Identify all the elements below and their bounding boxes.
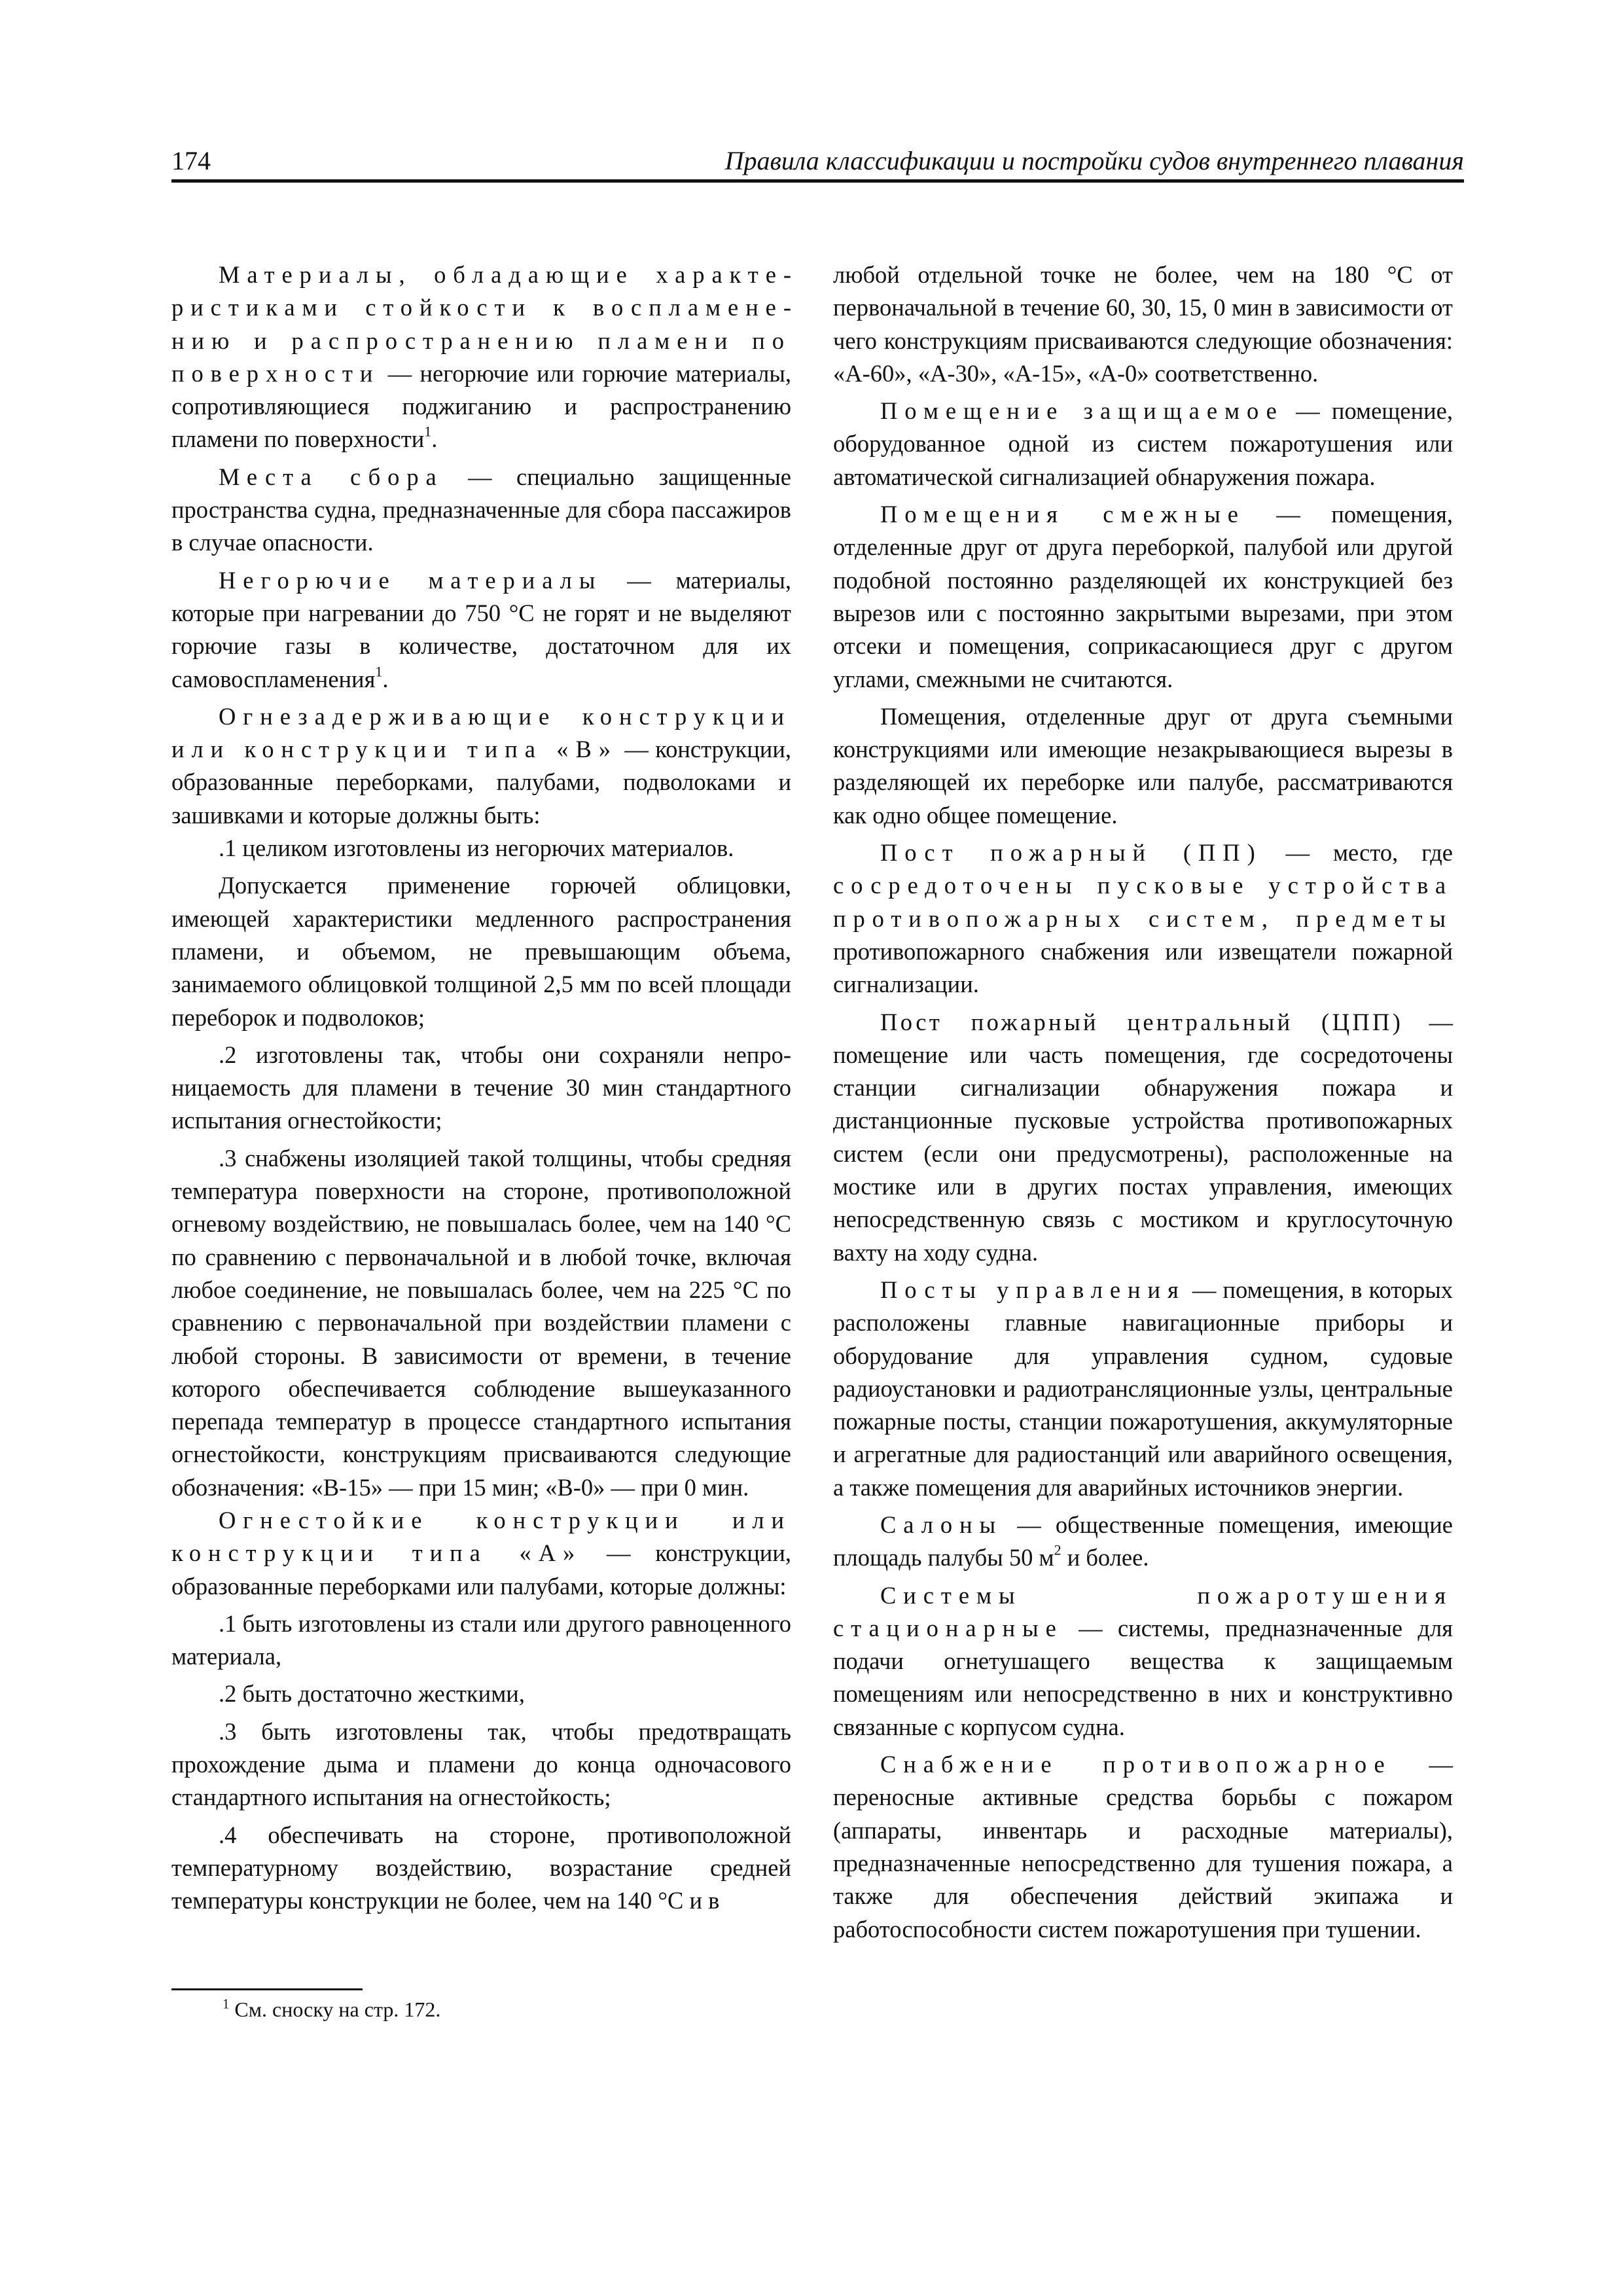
definition: — помещение или часть помещения, где сосредоточены станции сигнализации обнаружения пожара и дистанционные пусковые устройства противопожарных систем (если они предусмотрены), расположенные на мостике или в других постах управления, имеющих непосредственную связь с мостиком и круглосуточную вахту на ходу судна. xyxy=(833,1008,1454,1266)
defined-term: сосредоточены пусковые устройства противопожарных систем, предметы xyxy=(833,872,1453,932)
defined-term: Материалы, обладающие характеристиками стойкости к воспламенению и распространению пламени по поверхности xyxy=(171,261,791,387)
defined-term: Снабжение противопожарное xyxy=(880,1751,1392,1778)
paragraph: .1 быть изготовлены из стали или другого равноценного материала, xyxy=(171,1609,791,1670)
paragraph xyxy=(833,395,1453,493)
page-header xyxy=(171,145,1464,183)
defined-term: Системы пожаротушения стационарные xyxy=(833,1581,1453,1641)
paragraph: Материалы, обладающие характеристиками стойкости к воспламенению и распространению пламени по поверхности — негорючие или горючие материалы, сопротивляющиеся поджиганию и распространению пламени по поверхности$^1$. xyxy=(171,261,791,453)
paragraph: .3 снабжены изоляцией такой толщины, чтобы средняя температура поверхности на стороне, противоположной огневому воздействию, не повышалась более, чем на 140 °С по сравнению с первоначальной и в любой точке, включая любое соединение, не повышалась более, чем на 225 °С по сравнению с первоначальной при воздействии пламени с любой стороны. В зависимости от времени, в течение которого обеспечивается соблюдение вышеуказанного перепада температур в процессе стандартного испытания огнестойкости, конструкциям присваиваются следующие обозначения: «В-15» — при 15 мин; «В-0» — при 0 мин. xyxy=(171,1144,791,1501)
definition: — специально защищенные пространства судна, предназначенные для сбора пассажиров в случае опасности. xyxy=(171,463,791,556)
defined-term: Помещения смежные xyxy=(880,501,1245,528)
definition: — помещения, в которых расположены главные навигационные приборы и оборудование для управления судном, судовые радиоустановки и радиотрансляционные узлы, центральные пожарные посты, станции пожаротушения, аккумуляторные и агрегатные для радиостанций или аварийного освещения, а также помещения для аварийных источников энергии. xyxy=(833,1276,1453,1501)
definition: — системы, предназначенные для подачи огнетушащего вещества к защищаемым помещениям или непосредственно в них и конструктивно связанные с корпусом судна. xyxy=(833,1614,1453,1740)
right-column xyxy=(833,259,1453,1946)
paragraph xyxy=(171,1504,791,1603)
paragraph: .1 целиком изготовлены из негорючих материалов. xyxy=(219,834,734,862)
paragraph: Допускается применение горючей облицовки, имеющей характеристики медленного распространения пламени, и объемом, не превышающим объема, занимаемого облицовкой толщиной 2,5 мм по всей площади переборок и подволоков; xyxy=(171,872,791,1031)
definition: — общественные помещения, имеющие площадь палубы 50 м xyxy=(833,1511,1453,1571)
page-number: 174 xyxy=(171,146,211,175)
defined-term: Негорючие материалы xyxy=(219,566,603,594)
paragraph: любой отдельной точке не более, чем на 180 °С от первоначальной в течение 60, 30, 15, 0 мин в зависимости от чего конструкциям присваиваются следующие обозначения: «А-60», «А-30», «А-15», «А-0» соответственно. xyxy=(833,261,1453,387)
paragraph: .3 быть изготовлены так, чтобы предотвращать прохождение дыма и пламени до конца одночасового стандартного испытания на огнестойкость; xyxy=(171,1717,791,1811)
paragraph: Салоны — общественные помещения, имеющие площадь палубы 50 $м^2$ и более. xyxy=(833,1511,1453,1571)
footnote-text: См. сноску на стр. 172. xyxy=(229,1998,441,2021)
defined-term: Пост пожарный (ПП) xyxy=(880,839,1262,867)
paragraph: Негорючие материалы — материалы, которые при нагревании до 750 °С не горят и не выделяют горючие газы в количестве, достаточном для их самовоспламенения$^1$. xyxy=(171,566,791,692)
paragraph xyxy=(833,1579,1453,1744)
definition: — материалы, которые при нагревании до 750 °С не горят и не выделяют горючие газы в количестве, достаточном для их самовоспламенения xyxy=(171,566,791,692)
defined-term: Огнезадерживающие конструкции или конструкции типа «В» xyxy=(171,702,791,763)
paragraph: Помещения, отделенные друг от друга съемными конструкциями или имеющие незакрывающиеся вырезы в разделяющей их переборке или палубе, рассматриваются как одно общее помещение. xyxy=(833,702,1453,829)
definition: противопожарного снабжения или извещатели пожарной сигнализации. xyxy=(833,937,1453,998)
footnote xyxy=(223,1996,440,2022)
definition: — место, где xyxy=(1262,839,1453,867)
defined-term: Пост пожарный центральный (ЦПП) xyxy=(880,1008,1404,1035)
paragraph: .4 обеспечивать на стороне, противоположной температурному воздействию, возрастание средней температуры конструкции не более, чем на 140 °С и в xyxy=(171,1821,791,1914)
paragraph xyxy=(833,836,1453,1001)
definition: — негорючие или горючие материалы, сопротивляющиеся поджиганию и распространению пламени по поверхности xyxy=(171,359,791,453)
footnote-rule xyxy=(171,1988,363,1990)
defined-term: Салоны xyxy=(880,1511,1003,1538)
defined-term: Места сбора xyxy=(219,463,444,490)
paragraph xyxy=(833,1274,1453,1504)
defined-term: Помещение защищаемое xyxy=(880,397,1284,425)
paragraph xyxy=(171,700,791,832)
definition: — конструкции, образованные переборками или палубами, которые должны: xyxy=(171,1539,791,1600)
paragraph: .2 быть достаточно жесткими, xyxy=(219,1680,525,1708)
paragraph xyxy=(833,498,1453,696)
definition: — помещения, отделенные друг от друга переборкой, палубой или другой подобной постоянно разделяющей их конструкцией без вырезов или с постоянно закрытыми вырезами, при этом отсеки и помещения, соприкасающиеся друг с другом углами, смежными не считаются. xyxy=(833,501,1453,692)
definition: — конструкции, образованные переборками, палубами, подволоками и зашивками и которые должны быть: xyxy=(171,736,791,829)
defined-term: Огнестойкие конструкции или конструкции типа «А» xyxy=(171,1506,791,1567)
paragraph: .2 изготовлены так, чтобы они сохраняли непроницаемость для пламени в течение 30 мин стандартного испытания огнестойкости; xyxy=(171,1041,791,1134)
footnote-marker: 1 xyxy=(223,1996,230,2012)
running-title: Правила классификации и постройки судов внутреннего плавания xyxy=(724,146,1464,175)
definition: — переносные активные средства борьбы с пожаром (аппараты, инвентарь и расходные материалы), предназначенные непосредственно для тушения пожара, а также для обеспечения действий экипажа и работоспособности систем пожаротушения при тушении. xyxy=(833,1751,1453,1943)
superscript: 2 xyxy=(1054,1541,1061,1558)
footnote-ref: 1 xyxy=(424,423,432,440)
paragraph xyxy=(171,461,791,560)
defined-term: Посты управления xyxy=(880,1276,1186,1303)
footnote-ref: 1 xyxy=(375,663,383,680)
paragraph xyxy=(833,1748,1453,1946)
paragraph xyxy=(833,1006,1453,1269)
left-column xyxy=(171,259,791,1918)
definition: — помещение, оборудованное одной из систем пожаротушения или автоматической сигнализацией обнаружения пожара. xyxy=(833,397,1454,490)
